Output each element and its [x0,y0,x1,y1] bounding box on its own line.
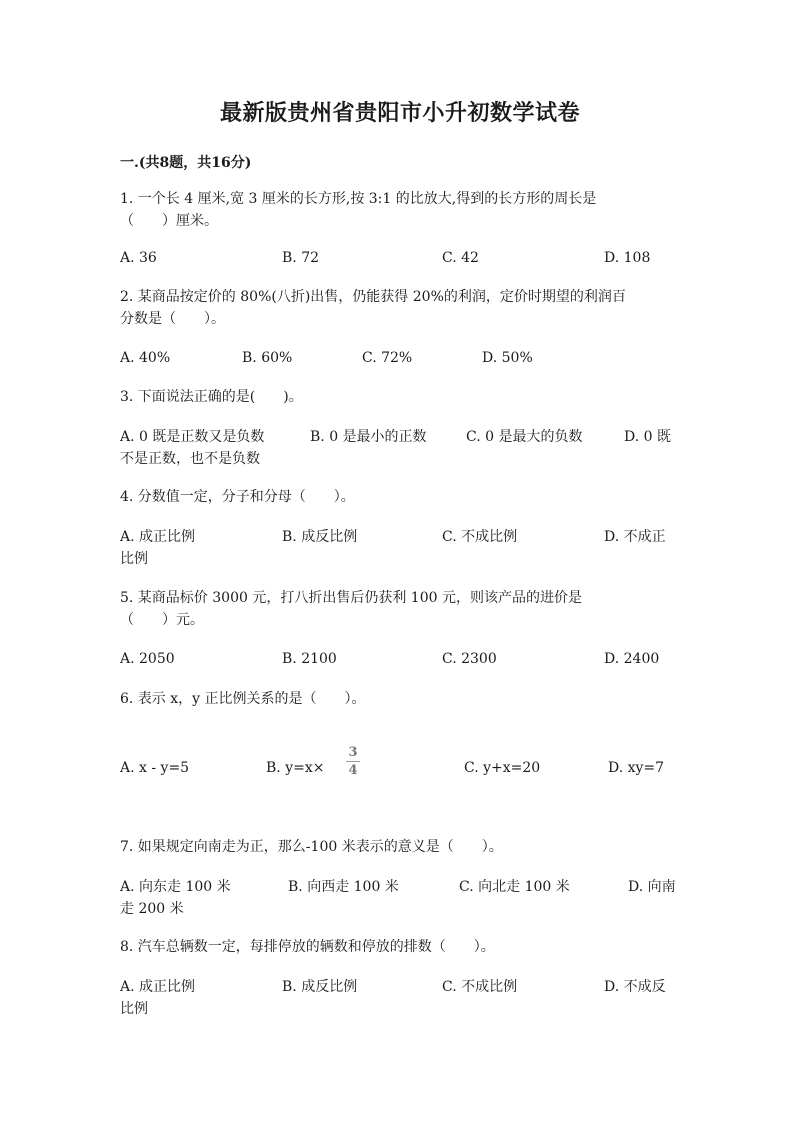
section-heading: 一.(共8题，共16分) [120,155,252,171]
question-6 [120,688,680,710]
options-3 [120,426,680,467]
option-a[interactable]: A. x - y=5 [120,760,190,776]
option-d[interactable]: D. 108 [604,250,651,266]
page-title: 最新版贵州省贵阳市小升初数学试卷 [219,100,580,126]
option-b[interactable]: B. 2100 [282,651,337,667]
question-text: （ ）元。 [120,612,204,628]
option-a[interactable]: A. 40% [120,350,171,366]
option-d[interactable]: D. 不成正 [604,529,666,545]
option-b[interactable]: B. 60% [242,350,293,366]
option-b[interactable]: B. 0 是最小的正数 [310,429,427,445]
question-4 [120,486,680,508]
options-5 [120,648,680,670]
options-1 [120,247,680,269]
question-text: 1. 一个长 4 厘米,宽 3 厘米的长方形,按 3:1 的比放大,得到的长方形的周长是 [120,191,597,207]
question-text: （ ）厘米。 [120,213,218,229]
option-c[interactable]: C. 72% [362,350,413,366]
option-d-continued[interactable]: 走 200 米 [120,901,184,917]
question-text: 8. 汽车总辆数一定，每排停放的辆数和停放的排数（ ）。 [120,939,495,955]
option-a[interactable]: A. 向东走 100 米 [120,879,231,895]
question-3 [120,386,680,408]
question-text: 分数是（ ）。 [120,311,225,327]
question-text: 5. 某商品标价 3000 元，打八折出售后仍获利 100 元，则该产品的进价是 [120,590,582,606]
option-c[interactable]: C. 42 [442,250,479,266]
option-a[interactable]: A. 0 既是正数又是负数 [120,429,265,445]
option-c[interactable]: C. 2300 [442,651,497,667]
option-d-continued[interactable]: 比例 [120,1001,148,1017]
option-c[interactable]: C. 0 是最大的负数 [466,429,583,445]
question-text: 6. 表示 x，y 正比例关系的是（ ）。 [120,691,366,707]
option-a[interactable]: A. 2050 [120,651,175,667]
option-d-continued[interactable]: 比例 [120,551,148,567]
option-b[interactable]: B. 成反比例 [282,979,358,995]
option-d[interactable]: D. 0 既 [624,429,671,445]
question-5 [120,587,680,631]
options-6 [120,745,680,779]
option-c[interactable]: C. 向北走 100 米 [459,879,570,895]
option-d[interactable]: D. 向南 [628,879,676,895]
question-2 [120,286,680,330]
option-b[interactable]: B. y=x× [266,760,325,776]
question-text: 4. 分数值一定，分子和分母（ ）。 [120,489,355,505]
question-7 [120,836,680,858]
fraction-three-quarters [346,745,360,778]
fraction-bar [346,761,360,762]
question-text: 3. 下面说法正确的是( )。 [120,389,303,405]
option-d[interactable]: D. xy=7 [608,760,665,776]
options-7 [120,876,680,917]
option-a[interactable]: A. 36 [120,250,157,266]
options-8 [120,976,680,1017]
option-d-continued[interactable]: 不是正数，也不是负数 [120,451,260,467]
option-c[interactable]: C. 不成比例 [442,979,518,995]
question-text: 7. 如果规定向南走为正，那么-100 米表示的意义是（ ）。 [120,839,503,855]
question-text: 2. 某商品按定价的 80%(八折)出售，仍能获得 20%的利润，定价时期望的利润百 [120,289,626,305]
options-2 [120,347,680,369]
option-b[interactable]: B. 向西走 100 米 [288,879,399,895]
option-c[interactable]: C. 不成比例 [442,529,518,545]
option-d[interactable]: D. 不成反 [604,979,666,995]
fraction-numerator: 3 [348,745,358,760]
fraction-denominator: 4 [348,763,358,778]
option-d[interactable]: D. 50% [482,350,533,366]
option-b[interactable]: B. 成反比例 [282,529,358,545]
option-c[interactable]: C. y+x=20 [464,760,541,776]
option-b[interactable]: B. 72 [282,250,320,266]
options-4 [120,526,680,567]
option-a[interactable]: A. 成正比例 [120,979,196,995]
option-d[interactable]: D. 2400 [604,651,660,667]
question-8 [120,936,680,958]
question-1 [120,188,680,232]
option-a[interactable]: A. 成正比例 [120,529,196,545]
